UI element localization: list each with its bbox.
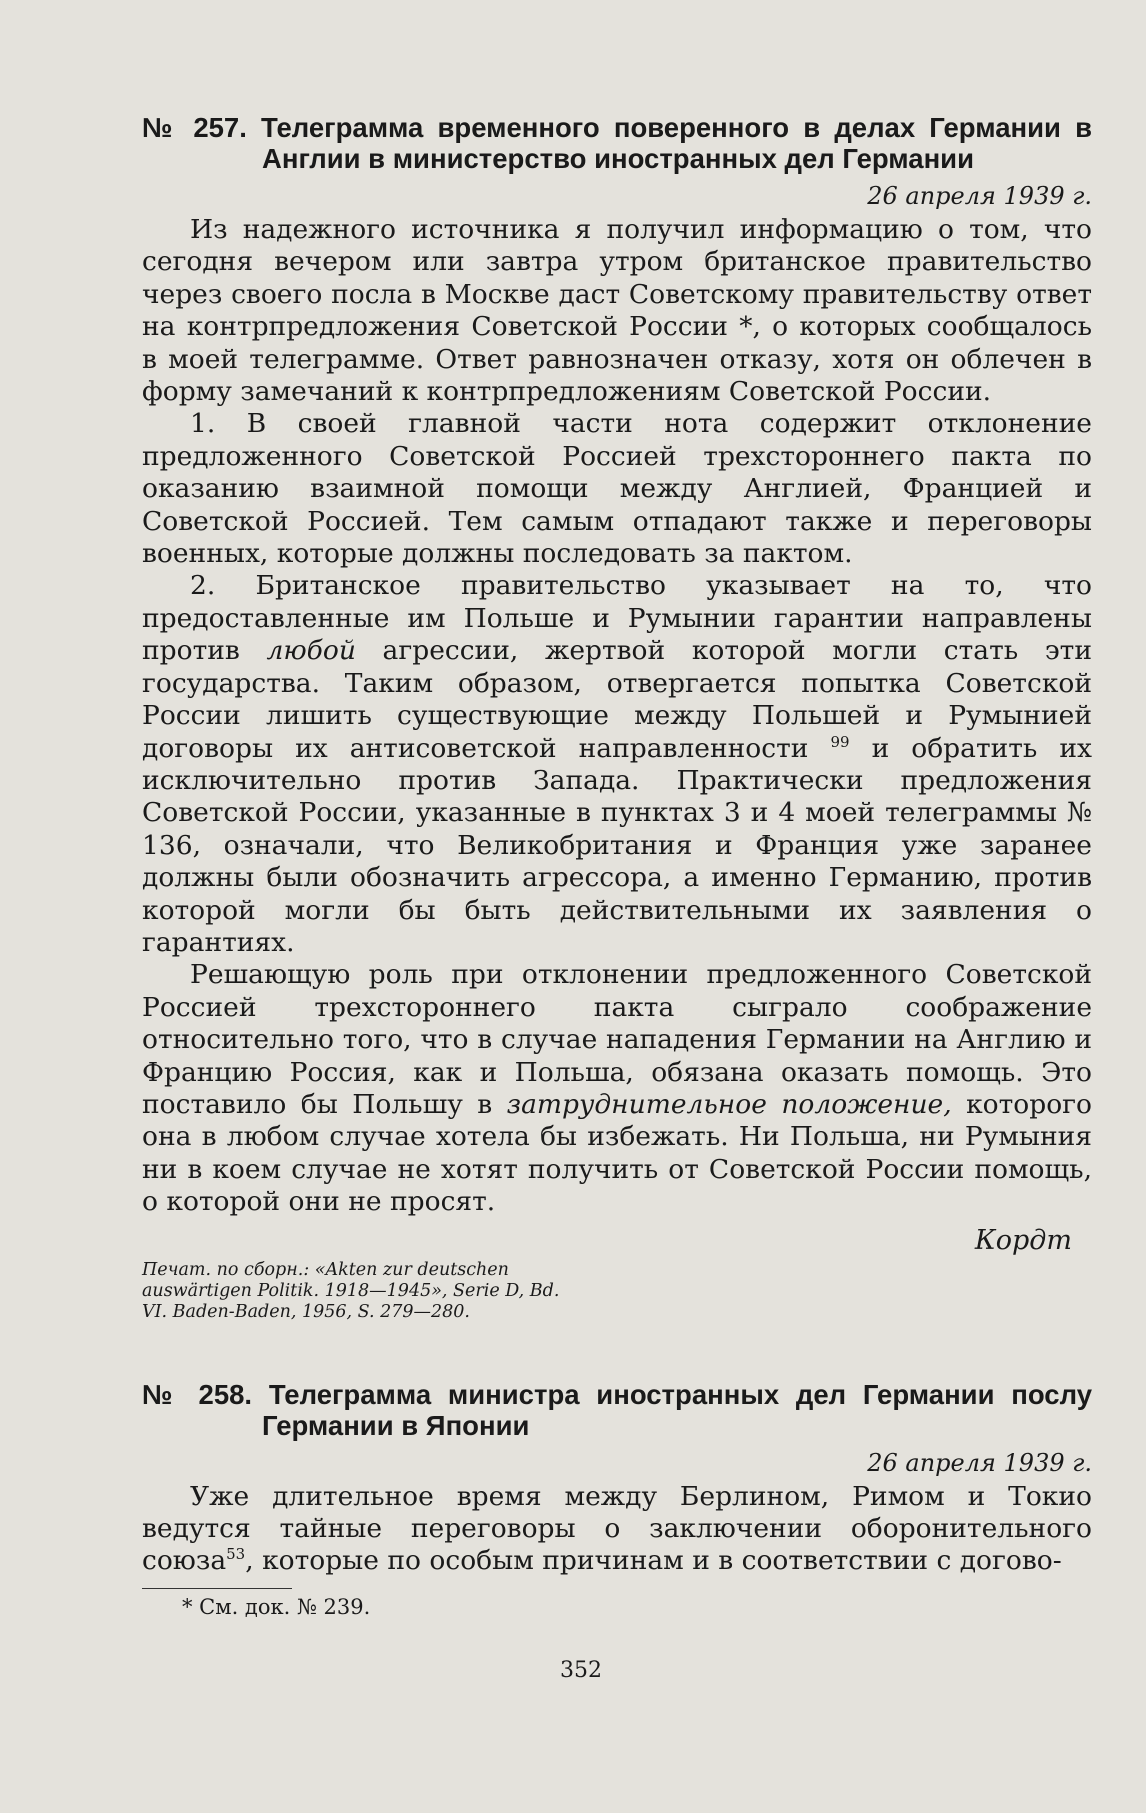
doc-258-heading (142, 1379, 1092, 1441)
doc-257-p4-emphasis: затруднительное положение, (506, 1088, 952, 1120)
page-content (142, 112, 1092, 1619)
doc-257-number: № 257. (142, 112, 247, 143)
doc-258-date: 26 апреля 1939 г. (867, 1448, 1092, 1477)
doc-258-p1-part-a: Уже длительное время между Берлином, Римом и Токио ведутся тайные переговоры о заключении оборонительного союза (142, 1480, 1092, 1577)
doc-257-title: Телеграмма временного поверенного в делах Германии в Англии в министерство иностранных дел Германии (261, 112, 1092, 174)
doc-257-p4-part-a: Решающую роль при отклонении предложенного Советской Россией трехстороннего пакта сыграло соображение относительно того, что в случае нападения Германии на Англию и Францию Россия, как и Польша, обязана оказать помощь. Это поставило бы Польшу в (142, 959, 1092, 1120)
endnote-ref-99: 99 (830, 732, 850, 751)
doc-257-p3-part-c: и обратить их исключительно против Запада. Практически предложения Советской России, указанные в пунктах 3 и 4 моей телеграммы № 136, означали, что Великобритания и Франция уже заранее должны были обозначить агрессора, а именно Германию, против которой могли бы быть действительными их заявления о гарантиях. (142, 732, 1092, 958)
doc-257-paragraph-3 (142, 570, 1092, 959)
doc-257-paragraph-4 (142, 959, 1092, 1218)
doc-257-source-note: Печат. по сборн.: «Akten zur deutschen auswärtigen Politik. 1918—1945», Serie D, Bd. VI. Baden-Baden, 1956, S. 279—280. (142, 1259, 560, 1322)
doc-258-p1-part-b: , которые по особым причинам и в соответствии с догово- (245, 1545, 1062, 1577)
doc-258-number: № 258. (142, 1378, 253, 1410)
doc-258-title: Телеграмма министра иностранных дел Германии послу Германии в Японии (262, 1378, 1092, 1441)
endnote-ref-53: 53 (226, 1545, 246, 1564)
doc-257-p3-part-b: агрессии, жертвой которой могли стать эти государства. Таким образом, отвергается попытка Советской России лишить существующие между Польшей и Румынией договоры их антисоветской направленности (142, 635, 1092, 764)
doc-258-paragraph-1 (142, 1481, 1092, 1578)
page-number: 352 (560, 1658, 602, 1683)
footnote: * См. док. № 239. (182, 1594, 371, 1619)
doc-257-signature: Кордт (974, 1224, 1072, 1256)
doc-257-paragraph-2: 1. В своей главной части нота содержит отклонение предложенного Советской Россией трехстороннего пакта по оказанию взаимной помощи между Англией, Францией и Советской Россией. Тем самым отпадают также и переговоры военных, которые должны последовать за пактом. (142, 408, 1092, 570)
doc-257-p3-part-a: 2. Британское правительство указывает на то, что предоставленные им Польше и Румынии гарантии направлены против (142, 570, 1092, 667)
section-spacer (142, 1323, 1092, 1379)
doc-257-p4-part-b: которого она в любом случае хотела бы избежать. Ни Польша, ни Румыния ни в коем случае не хотят получить от Советской России помощь, о которой они не просят. (142, 1088, 1092, 1218)
doc-257-paragraph-1: Из надежного источника я получил информацию о том, что сегодня вечером или завтра утром британское правительство через своего посла в Москве даст Советскому правительству ответ на контрпредложения Советской России *, о которых сообщалось в моей телеграмме. Ответ равнозначен отказу, хотя он облечен в форму замечаний к контрпредложениям Советской России. (142, 214, 1092, 408)
doc-257-p3-emphasis: любой (266, 635, 356, 667)
doc-257-date: 26 апреля 1939 г. (867, 182, 1092, 210)
footnote-divider (142, 1588, 292, 1589)
doc-257-heading (142, 112, 1092, 174)
